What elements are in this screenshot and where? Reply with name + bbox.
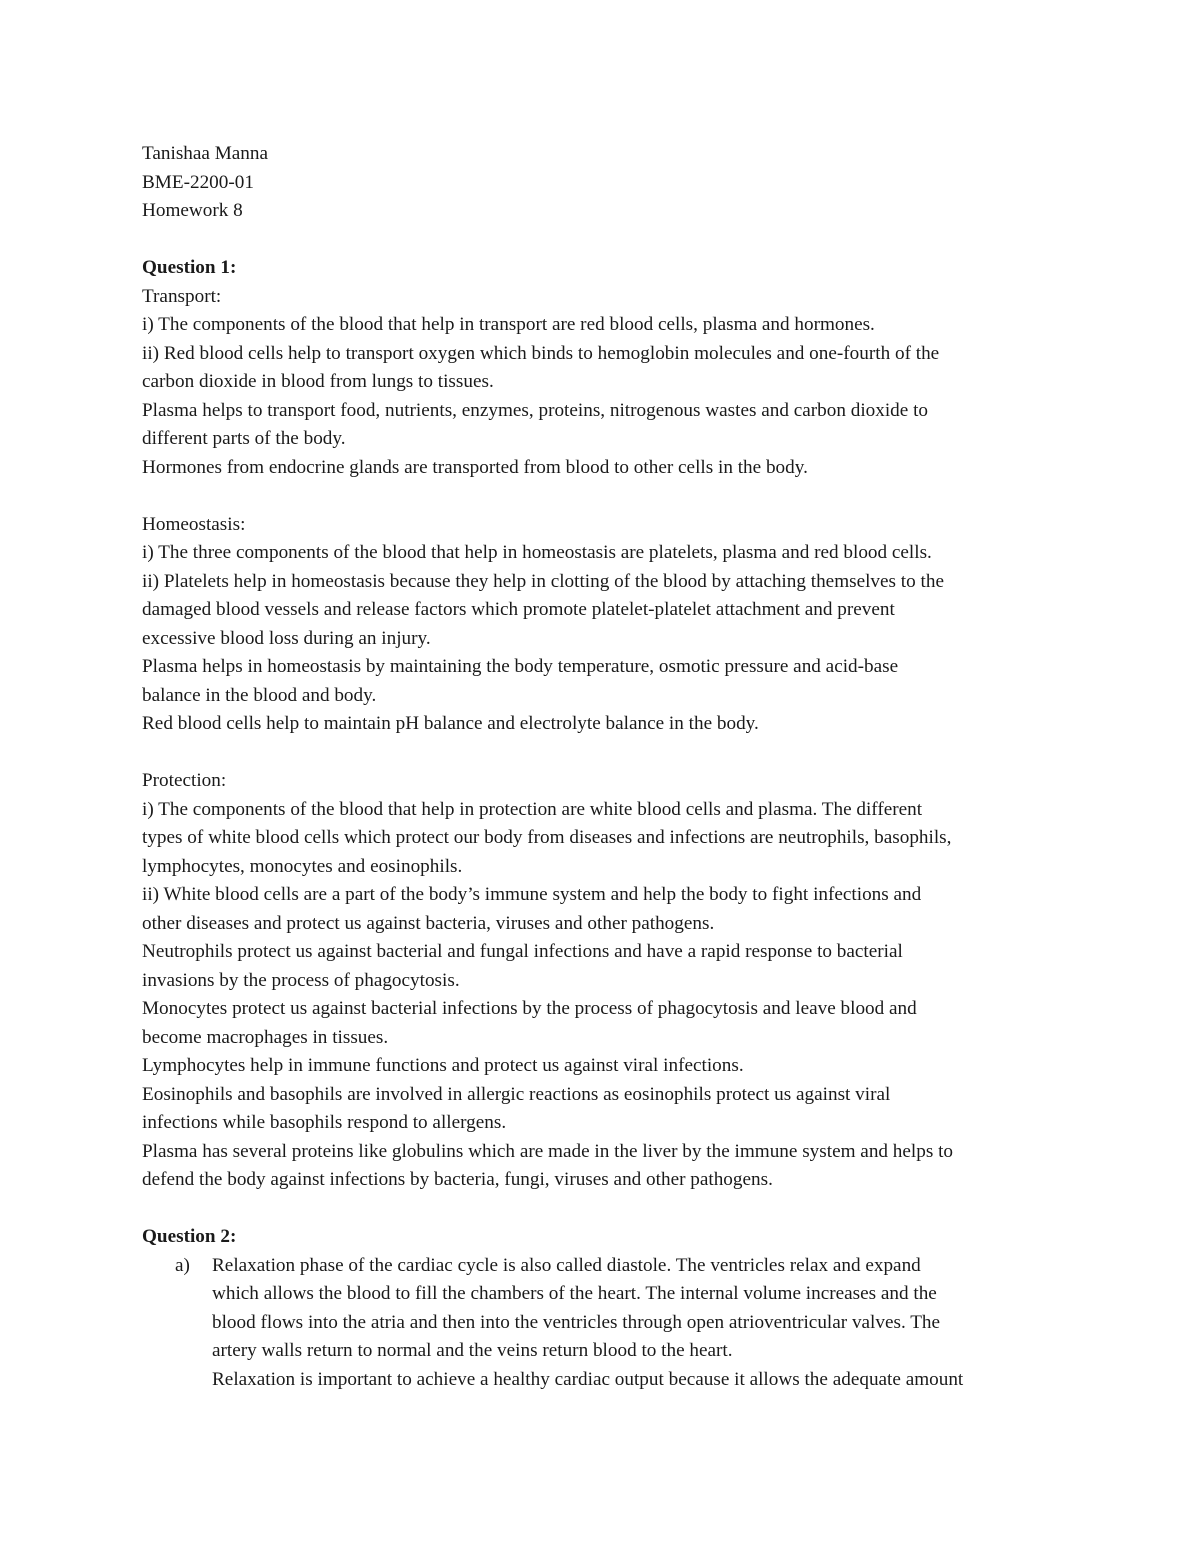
paragraph-line: ii) White blood cells are a part of the body’s immune system and help the body to fight infections and bbox=[142, 884, 922, 905]
paragraph-line: Relaxation phase of the cardiac cycle is also called diastole. The ventricles relax and expand bbox=[212, 1254, 921, 1276]
paragraph-line: Eosinophils and basophils are involved in allergic reactions as eosinophils protect us against viral bbox=[142, 1083, 891, 1105]
paragraph-line: balance in the blood and body. bbox=[142, 684, 377, 706]
paragraph-line: artery walls return to normal and the veins return blood to the heart. bbox=[212, 1340, 733, 1361]
paragraph-line: Monocytes protect us against bacterial infections by the process of phagocytosis and leave blood and bbox=[142, 998, 917, 1019]
protection-title: Protection: bbox=[142, 770, 227, 791]
paragraph-line: Neutrophils protect us against bacterial and fungal infections and have a rapid response to bacterial bbox=[142, 941, 903, 962]
spacer bbox=[142, 226, 1062, 255]
list-item-body bbox=[142, 1252, 1062, 1395]
spacer bbox=[142, 1195, 1062, 1224]
paragraph-line: Lymphocytes help in immune functions and protect us against viral infections. bbox=[142, 1055, 744, 1076]
paragraph-line: types of white blood cells which protect our body from diseases and infections are neutrophils, basophils, bbox=[142, 827, 952, 848]
document-header bbox=[142, 140, 1062, 226]
paragraph-line: invasions by the process of phagocytosis. bbox=[142, 969, 460, 991]
paragraph-line: infections while basophils respond to allergens. bbox=[142, 1112, 507, 1133]
question-2-section bbox=[142, 1223, 1062, 1394]
spacer bbox=[142, 739, 1062, 768]
student-name: Tanishaa Manna bbox=[142, 143, 268, 164]
question-1-section bbox=[142, 254, 1062, 1195]
paragraph-line: different parts of the body. bbox=[142, 428, 346, 449]
paragraph-line: lymphocytes, monocytes and eosinophils. bbox=[142, 855, 463, 877]
list-item bbox=[142, 1252, 1062, 1395]
list-marker: a) bbox=[175, 1254, 190, 1276]
transport-section bbox=[142, 283, 1062, 483]
paragraph-line: Relaxation is important to achieve a healthy cardiac output because it allows the adequate amount bbox=[212, 1368, 964, 1390]
paragraph-line: Plasma has several proteins like globulins which are made in the liver by the immune system and helps to bbox=[142, 1140, 954, 1162]
paragraph-line: Red blood cells help to maintain pH balance and electrolyte balance in the body. bbox=[142, 713, 759, 734]
homeostasis-title: Homeostasis: bbox=[142, 513, 246, 535]
assignment-title: Homework 8 bbox=[142, 200, 243, 221]
paragraph-line: carbon dioxide in blood from lungs to tissues. bbox=[142, 371, 494, 392]
paragraph-line: other diseases and protect us against bacteria, viruses and other pathogens. bbox=[142, 912, 715, 934]
transport-title: Transport: bbox=[142, 285, 222, 307]
paragraph-line: damaged blood vessels and release factors which promote platelet-platelet attachment and prevent bbox=[142, 599, 895, 620]
protection-section bbox=[142, 767, 1062, 1195]
document-page bbox=[142, 140, 1062, 1394]
paragraph-line: ii) Platelets help in homeostasis because they help in clotting of the blood by attaching themselves to the bbox=[142, 570, 944, 592]
paragraph-line: Plasma helps to transport food, nutrients, enzymes, proteins, nitrogenous wastes and carbon dioxide to bbox=[142, 399, 929, 421]
paragraph-line: Hormones from endocrine glands are transported from blood to other cells in the body. bbox=[142, 456, 808, 478]
paragraph-line: excessive blood loss during an injury. bbox=[142, 627, 431, 649]
paragraph-line: Plasma helps in homeostasis by maintaining the body temperature, osmotic pressure and acid-base bbox=[142, 656, 899, 677]
paragraph-line: i) The three components of the blood that help in homeostasis are platelets, plasma and red blood cells. bbox=[142, 542, 932, 563]
paragraph-line: i) The components of the blood that help in protection are white blood cells and plasma. The different bbox=[142, 798, 923, 820]
paragraph-line: defend the body against infections by bacteria, fungi, viruses and other pathogens. bbox=[142, 1169, 773, 1190]
homeostasis-section bbox=[142, 511, 1062, 739]
paragraph-line: i) The components of the blood that help in transport are red blood cells, plasma and hormones. bbox=[142, 314, 875, 335]
paragraph-line: become macrophages in tissues. bbox=[142, 1026, 389, 1048]
paragraph-line: ii) Red blood cells help to transport oxygen which binds to hemoglobin molecules and one-fourth of the bbox=[142, 342, 940, 364]
course-code: BME-2200-01 bbox=[142, 171, 254, 193]
paragraph-line: blood flows into the atria and then into the ventricles through open atrioventricular valves. The bbox=[212, 1311, 941, 1333]
question-1-heading: Question 1: bbox=[142, 257, 237, 278]
spacer bbox=[142, 482, 1062, 511]
paragraph-line: which allows the blood to fill the chambers of the heart. The internal volume increases and the bbox=[212, 1283, 937, 1304]
question-2-heading: Question 2: bbox=[142, 1226, 237, 1247]
